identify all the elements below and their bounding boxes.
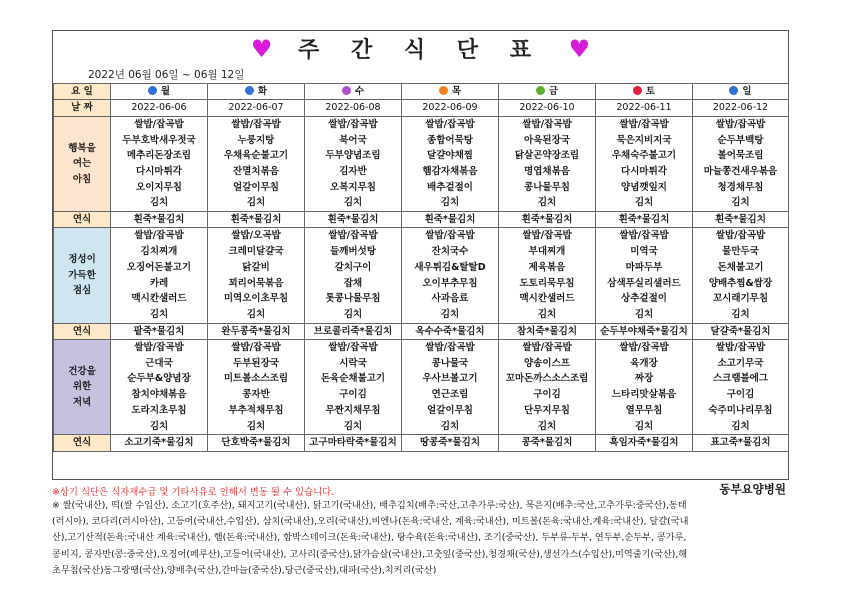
menu-item: 쌀밥/오곡밥 bbox=[231, 230, 281, 242]
snack-item: 흰죽*물김치 bbox=[327, 214, 379, 226]
snack-item: 팥죽*물김치 bbox=[133, 325, 185, 337]
menu-item: 두부된장국 bbox=[233, 357, 279, 369]
day-name-3 bbox=[402, 84, 499, 100]
menu-item: 달걀야채찜 bbox=[427, 150, 473, 162]
dinner-day-4 bbox=[499, 340, 596, 435]
menu-item: 김치 bbox=[634, 197, 654, 209]
menu-item: 부대찌개 bbox=[528, 246, 566, 258]
menu-item: 시락국 bbox=[339, 357, 367, 369]
menu-item: 우채육순불고기 bbox=[223, 150, 289, 162]
menu-item: 짜장 bbox=[634, 373, 654, 385]
origin-line: (러시아), 코다리(러시아산), 고등어(국내산,수입산), 삼치(국내산),오리(국내산),비엔나(돈육:국내산, 계육:국내산), 미트볼(돈육:국내산,계육:국내산), 달걀(국내 bbox=[52, 516, 689, 528]
soft-diet-3-label-text: 연식 bbox=[72, 437, 92, 449]
breakfast-label-line: 여는 bbox=[72, 158, 92, 170]
lunch-label-line: 가득한 bbox=[68, 269, 96, 281]
menu-item: 김치 bbox=[731, 308, 750, 320]
day-name-1 bbox=[208, 84, 305, 100]
snack-item: 콩죽*물김치 bbox=[521, 437, 573, 449]
breakfast-day-6 bbox=[693, 116, 789, 211]
origin-line: 초무침(국산)동그랑땡(국산),양배추(국산),간마늘(중국산),당근(중국산),대파(국산),치커리(국산) bbox=[52, 564, 437, 576]
breakfast-label bbox=[54, 116, 111, 211]
lunch-label bbox=[54, 228, 111, 323]
page-title bbox=[53, 33, 788, 63]
menu-item: 느타리맛살볶음 bbox=[611, 389, 677, 401]
menu-item: 쌀밥/잡곡밥 bbox=[715, 230, 766, 242]
soft-diet-1-day-0 bbox=[111, 212, 208, 228]
menu-item: 콩나물무침 bbox=[524, 181, 570, 193]
day-name-text: 목 bbox=[451, 86, 462, 97]
menu-item: 김치 bbox=[440, 308, 460, 320]
heart-icon: ♥ bbox=[568, 35, 591, 63]
menu-item: 쌀밥/잡곡밥 bbox=[619, 230, 669, 242]
menu-item: 김치 bbox=[634, 420, 654, 432]
day-date-text: 2022-06-11 bbox=[616, 102, 672, 114]
date-label bbox=[54, 100, 111, 116]
soft-diet-2-day-0 bbox=[111, 323, 208, 339]
menu-item: 배추겉절이 bbox=[427, 181, 473, 193]
menu-item: 쌀밥/잡곡밥 bbox=[425, 342, 475, 354]
day-date-text: 2022-06-07 bbox=[228, 102, 284, 114]
day-name-4 bbox=[499, 84, 596, 100]
soft-diet-3-day-3 bbox=[402, 435, 499, 451]
hospital-name: 동부요양병원 bbox=[719, 482, 786, 496]
flower-icon bbox=[633, 86, 642, 95]
dinner-label-line: 위한 bbox=[72, 381, 92, 393]
menu-item: 오이지무침 bbox=[136, 181, 182, 193]
day-name-text: 금 bbox=[548, 86, 559, 97]
soft-diet-2-label-text: 연식 bbox=[72, 325, 92, 337]
menu-item: 콩나물국 bbox=[431, 357, 469, 369]
soft-diet-3-day-1 bbox=[208, 435, 305, 451]
soft-diet-1-day-6 bbox=[693, 212, 789, 228]
menu-item: 미역오이초무침 bbox=[223, 293, 289, 305]
change-notice: ※상기 식단은 식자재수급 및 기타사유로 인해서 변동 될 수 있습니다. bbox=[52, 487, 335, 498]
menu-item: 도라지초무침 bbox=[131, 404, 187, 416]
menu-item: 쌀밥/잡곡밥 bbox=[522, 118, 572, 130]
soft-diet-1-day-2 bbox=[305, 212, 402, 228]
menu-sheet bbox=[52, 30, 789, 480]
menu-item: 김치 bbox=[440, 197, 460, 209]
menu-item: 김치 bbox=[246, 420, 266, 432]
menu-item: 소고기무국 bbox=[717, 357, 764, 369]
menu-item: 쌀밥/잡곡밥 bbox=[522, 342, 572, 354]
menu-item: 북어국 bbox=[339, 134, 367, 146]
snack-item: 고구마타락죽*물김치 bbox=[309, 437, 397, 449]
menu-item: 양념깻잎지 bbox=[621, 181, 667, 193]
menu-item: 우채숙주불고기 bbox=[611, 150, 677, 162]
menu-item: 두부호박새우젓국 bbox=[122, 134, 196, 146]
day-name-text: 토 bbox=[645, 86, 656, 97]
soft-diet-1-day-3 bbox=[402, 212, 499, 228]
weekday-label-text: 요 일 bbox=[71, 86, 93, 97]
menu-item: 구이김 bbox=[339, 389, 367, 401]
menu-item: 육개장 bbox=[630, 357, 658, 369]
menu-item: 맥시칸샐러드 bbox=[519, 293, 575, 305]
menu-item: 꼬마돈까스소스조림 bbox=[505, 373, 589, 385]
dinner-day-0 bbox=[111, 340, 208, 435]
soft-diet-2-day-1 bbox=[208, 323, 305, 339]
menu-item: 김치 bbox=[440, 420, 460, 432]
menu-item: 순두부백탕 bbox=[717, 134, 764, 146]
menu-item: 무짠지채무침 bbox=[325, 404, 381, 416]
menu-item: 양배추찜&쌈장 bbox=[708, 277, 773, 289]
menu-item: 쌀밥/잡곡밥 bbox=[231, 342, 281, 354]
lunch-day-3 bbox=[402, 228, 499, 323]
snack-item: 소고기죽*물김치 bbox=[124, 437, 194, 449]
day-name-2 bbox=[305, 84, 402, 100]
menu-item: 쌀밥/잡곡밥 bbox=[619, 342, 669, 354]
menu-item: 순두부&양념장 bbox=[127, 373, 191, 385]
menu-item: 쌀밥/잡곡밥 bbox=[425, 230, 475, 242]
menu-item: 쌀밥/잡곡밥 bbox=[134, 118, 184, 130]
day-date-1 bbox=[208, 100, 305, 116]
menu-item: 종합어묵탕 bbox=[427, 134, 473, 146]
origin-line: ※ 쌀(국내산), 떡(쌀 수입산), 소고기(호주산), 돼지고기(국내산), 닭고기(국내산), 배추김치(배추:국산,고추가루:국산), 묵은지(배추:국산,고추가루:중국산),동태 bbox=[52, 500, 687, 511]
menu-item: 오이부추무침 bbox=[422, 277, 478, 289]
menu-item: 김자반 bbox=[339, 165, 367, 177]
menu-item: 도토리묵무침 bbox=[519, 277, 575, 289]
menu-item: 두부양념조림 bbox=[325, 150, 381, 162]
snack-item: 흰죽*물김치 bbox=[715, 214, 766, 226]
origin-line: 콩비지, 콩자반(콩:중국산),오징어(페루산),고등어(국내산), 고사리(중국산),닭가슴살(국내산),고춧잎(중국산),청경채(국산),생선가스(수입산),미역줄기(국산),해 bbox=[52, 548, 688, 560]
breakfast-day-4 bbox=[499, 116, 596, 211]
breakfast-day-1 bbox=[208, 116, 305, 211]
menu-item: 제육볶음 bbox=[528, 261, 566, 273]
flower-icon bbox=[729, 86, 738, 95]
menu-item: 들깨버섯탕 bbox=[330, 246, 376, 258]
breakfast-day-0 bbox=[111, 116, 208, 211]
menu-item: 맥시칸샐러드 bbox=[131, 293, 187, 305]
menu-item: 명엽채볶음 bbox=[524, 165, 570, 177]
lunch-day-6 bbox=[693, 228, 789, 323]
dinner-day-2 bbox=[305, 340, 402, 435]
menu-item: 미역국 bbox=[630, 246, 658, 258]
flower-icon bbox=[148, 86, 157, 95]
day-date-text: 2022-06-08 bbox=[325, 102, 381, 114]
menu-item: 근대국 bbox=[145, 357, 173, 369]
flower-icon bbox=[439, 86, 448, 95]
menu-item: 청경채무침 bbox=[717, 181, 764, 193]
menu-item: 콩자반 bbox=[242, 389, 270, 401]
menu-item: 메추리돈장조림 bbox=[126, 150, 192, 162]
menu-item: 김치 bbox=[731, 420, 750, 432]
snack-item: 옥수수죽*물김치 bbox=[415, 325, 485, 337]
menu-item: 잔멸치볶음 bbox=[233, 165, 279, 177]
menu-item: 쌀밥/잡곡밥 bbox=[715, 118, 766, 130]
weekly-menu-table bbox=[53, 83, 789, 452]
date-label-text: 날 짜 bbox=[71, 102, 93, 114]
menu-item: 다시마튀각 bbox=[621, 165, 667, 177]
menu-item: 참치야채볶음 bbox=[131, 389, 187, 401]
day-name-text: 월 bbox=[160, 86, 171, 97]
snack-item: 완두콩죽*물김치 bbox=[221, 325, 291, 337]
lunch-day-5 bbox=[596, 228, 693, 323]
lunch-day-0 bbox=[111, 228, 208, 323]
lunch-day-4 bbox=[499, 228, 596, 323]
menu-item: 다시마튀각 bbox=[136, 165, 182, 177]
day-name-text: 수 bbox=[354, 86, 365, 97]
lunch-label-line: 점심 bbox=[72, 285, 92, 297]
soft-diet-2-day-5 bbox=[596, 323, 693, 339]
menu-item: 쌀밥/잡곡밥 bbox=[328, 230, 378, 242]
menu-item: 닭살곤약장조림 bbox=[514, 150, 580, 162]
menu-item: 우사브볼고기 bbox=[422, 373, 478, 385]
breakfast-label-line: 아침 bbox=[72, 173, 92, 185]
menu-item: 김치 bbox=[537, 420, 557, 432]
menu-item: 톳콩나물무침 bbox=[325, 293, 381, 305]
menu-item: 김치 bbox=[246, 197, 266, 209]
soft-diet-3-label bbox=[54, 435, 111, 451]
flower-icon bbox=[536, 86, 545, 95]
menu-item: 돈채불고기 bbox=[717, 261, 764, 273]
day-date-5 bbox=[596, 100, 693, 116]
dinner-day-1 bbox=[208, 340, 305, 435]
menu-item: 스크램블에그 bbox=[712, 373, 769, 385]
soft-diet-3-day-0 bbox=[111, 435, 208, 451]
day-date-text: 2022-06-10 bbox=[519, 102, 575, 114]
menu-item: 구이김 bbox=[533, 389, 561, 401]
menu-item: 양송이스프 bbox=[524, 357, 570, 369]
menu-item: 김치 bbox=[343, 420, 363, 432]
day-date-4 bbox=[499, 100, 596, 116]
lunch-day-1 bbox=[208, 228, 305, 323]
dinner-label-line: 건강을 bbox=[68, 366, 96, 378]
menu-item: 쌀밥/잡곡밥 bbox=[231, 118, 281, 130]
menu-item: 닭갈비 bbox=[242, 261, 270, 273]
soft-diet-3-day-2 bbox=[305, 435, 402, 451]
menu-item: 묵은지비지국 bbox=[616, 134, 672, 146]
menu-item: 구이김 bbox=[726, 389, 755, 401]
menu-item: 김치 bbox=[731, 197, 750, 209]
soft-diet-1-day-4 bbox=[499, 212, 596, 228]
day-date-text: 2022-06-09 bbox=[422, 102, 478, 114]
menu-item: 마파두부 bbox=[625, 261, 663, 273]
menu-item: 갈치구이 bbox=[334, 261, 372, 273]
snack-item: 흑임자죽*물김치 bbox=[609, 437, 679, 449]
dinner-label bbox=[54, 340, 111, 435]
soft-diet-1-day-1 bbox=[208, 212, 305, 228]
menu-item: 마늘쫑건새우볶음 bbox=[703, 165, 778, 177]
day-name-0 bbox=[111, 84, 208, 100]
breakfast-day-2 bbox=[305, 116, 402, 211]
snack-item: 달걀죽*물김치 bbox=[710, 325, 771, 337]
day-name-6 bbox=[693, 84, 789, 100]
snack-item: 참치죽*물김치 bbox=[516, 325, 578, 337]
menu-item: 크레미달걀국 bbox=[228, 246, 284, 258]
menu-item: 단무지무침 bbox=[524, 404, 570, 416]
menu-item: 김치찌개 bbox=[140, 246, 178, 258]
menu-item: 김치 bbox=[149, 420, 169, 432]
menu-item: 아욱된장국 bbox=[524, 134, 570, 146]
dinner-day-3 bbox=[402, 340, 499, 435]
menu-item: 잡채 bbox=[343, 277, 363, 289]
soft-diet-2-day-2 bbox=[305, 323, 402, 339]
flower-icon bbox=[245, 86, 254, 95]
soft-diet-3-day-6 bbox=[693, 435, 789, 451]
dinner-label-line: 저녁 bbox=[72, 396, 92, 408]
snack-item: 흰죽*물김치 bbox=[424, 214, 476, 226]
menu-item: 카레 bbox=[149, 277, 169, 289]
menu-item: 김치 bbox=[634, 308, 654, 320]
day-date-0 bbox=[111, 100, 208, 116]
snack-item: 흰죽*물김치 bbox=[133, 214, 185, 226]
menu-item: 쌀밥/잡곡밥 bbox=[522, 230, 572, 242]
menu-item: 김치 bbox=[537, 308, 557, 320]
soft-diet-1-label-text: 연식 bbox=[72, 214, 92, 226]
soft-diet-2-day-6 bbox=[693, 323, 789, 339]
snack-item: 흰죽*물김치 bbox=[230, 214, 282, 226]
snack-item: 흰죽*물김치 bbox=[521, 214, 573, 226]
menu-item: 김치 bbox=[246, 308, 266, 320]
breakfast-day-3 bbox=[402, 116, 499, 211]
menu-item: 쌀밥/잡곡밥 bbox=[134, 230, 184, 242]
breakfast-label-line: 행복을 bbox=[68, 142, 96, 154]
flower-icon bbox=[342, 86, 351, 95]
lunch-day-2 bbox=[305, 228, 402, 323]
lunch-label-line: 정성이 bbox=[68, 254, 96, 266]
soft-diet-2-day-3 bbox=[402, 323, 499, 339]
menu-item: 쌀밥/잡곡밥 bbox=[134, 342, 184, 354]
menu-item: 햄감자채볶음 bbox=[422, 165, 478, 177]
date-range: 2022년 06월 06일 ~ 06월 12일 bbox=[88, 69, 245, 81]
menu-item: 열무무침 bbox=[625, 404, 663, 416]
menu-item: 김치 bbox=[149, 197, 169, 209]
snack-item: 순두부야채죽*물김치 bbox=[600, 325, 688, 337]
soft-diet-2-day-4 bbox=[499, 323, 596, 339]
menu-item: 상추겉절이 bbox=[621, 293, 667, 305]
menu-item: 김치 bbox=[343, 308, 363, 320]
snack-item: 단호박죽*물김치 bbox=[221, 437, 291, 449]
menu-item: 오징어돈불고기 bbox=[126, 261, 192, 273]
snack-item: 브로콜리죽*물김치 bbox=[313, 325, 393, 337]
menu-item: 얼갈이무침 bbox=[233, 181, 279, 193]
menu-item: 쌀밥/잡곡밥 bbox=[715, 342, 766, 354]
menu-item: 김치 bbox=[149, 308, 169, 320]
soft-diet-2-label bbox=[54, 323, 111, 339]
day-name-text: 화 bbox=[257, 86, 268, 97]
dinner-day-6 bbox=[693, 340, 789, 435]
menu-item: 김치 bbox=[537, 197, 557, 209]
menu-item: 물만두국 bbox=[722, 246, 759, 258]
menu-item: 쌀밥/잡곡밥 bbox=[328, 342, 378, 354]
menu-item: 잔치국수 bbox=[431, 246, 469, 258]
menu-item: 쌀밥/잡곡밥 bbox=[328, 118, 378, 130]
menu-item: 오복지무침 bbox=[330, 181, 376, 193]
menu-item: 쌀밥/잡곡밥 bbox=[425, 118, 475, 130]
soft-diet-1-day-5 bbox=[596, 212, 693, 228]
soft-diet-1-label bbox=[54, 212, 111, 228]
day-name-text: 일 bbox=[742, 86, 752, 97]
menu-item: 삼색푸실리샐러드 bbox=[607, 277, 681, 289]
origin-line: 산),고기산적(돈육:국내산 계육:국내산), 햄(돈육:국내산), 함박스테이크(돈육:국내산), 탕수육(돈육:국내산), 조기(중국산), 두부류-두부, 연두부,순두부, 콩가루, bbox=[52, 532, 687, 544]
menu-item: 부추적채무침 bbox=[228, 404, 284, 416]
menu-item: 누룽지탕 bbox=[237, 134, 275, 146]
day-date-3 bbox=[402, 100, 499, 116]
snack-item: 표고죽*물김치 bbox=[710, 437, 771, 449]
menu-item: 사과음료 bbox=[431, 293, 469, 305]
menu-item: 김치 bbox=[343, 197, 363, 209]
menu-item: 꼬시래기무침 bbox=[712, 293, 769, 305]
menu-item: 미트볼소스조림 bbox=[223, 373, 289, 385]
soft-diet-3-day-4 bbox=[499, 435, 596, 451]
snack-item: 흰죽*물김치 bbox=[618, 214, 670, 226]
menu-item: 새우튀김&탈탈D bbox=[414, 261, 486, 273]
day-date-text: 2022-06-06 bbox=[131, 102, 187, 114]
title-text: 주 간 식 단 표 bbox=[298, 38, 543, 63]
dinner-day-5 bbox=[596, 340, 693, 435]
soft-diet-3-day-5 bbox=[596, 435, 693, 451]
menu-item: 연근조림 bbox=[431, 389, 469, 401]
origin-info bbox=[52, 498, 787, 579]
day-name-5 bbox=[596, 84, 693, 100]
menu-item: 숙주미나리무침 bbox=[708, 404, 773, 416]
menu-item: 꾀리어묵볶음 bbox=[228, 277, 284, 289]
day-date-2 bbox=[305, 100, 402, 116]
menu-item: 쌀밥/잡곡밥 bbox=[619, 118, 669, 130]
weekday-label bbox=[54, 84, 111, 100]
day-date-text: 2022-06-12 bbox=[712, 102, 769, 114]
snack-item: 땅콩죽*물김치 bbox=[419, 437, 481, 449]
heart-icon: ♥ bbox=[250, 35, 273, 63]
menu-item: 돈육순채불고기 bbox=[320, 373, 386, 385]
breakfast-day-5 bbox=[596, 116, 693, 211]
menu-item: 볼어묵조림 bbox=[717, 150, 764, 162]
menu-item: 얼갈이무침 bbox=[427, 404, 473, 416]
day-date-6 bbox=[693, 100, 789, 116]
